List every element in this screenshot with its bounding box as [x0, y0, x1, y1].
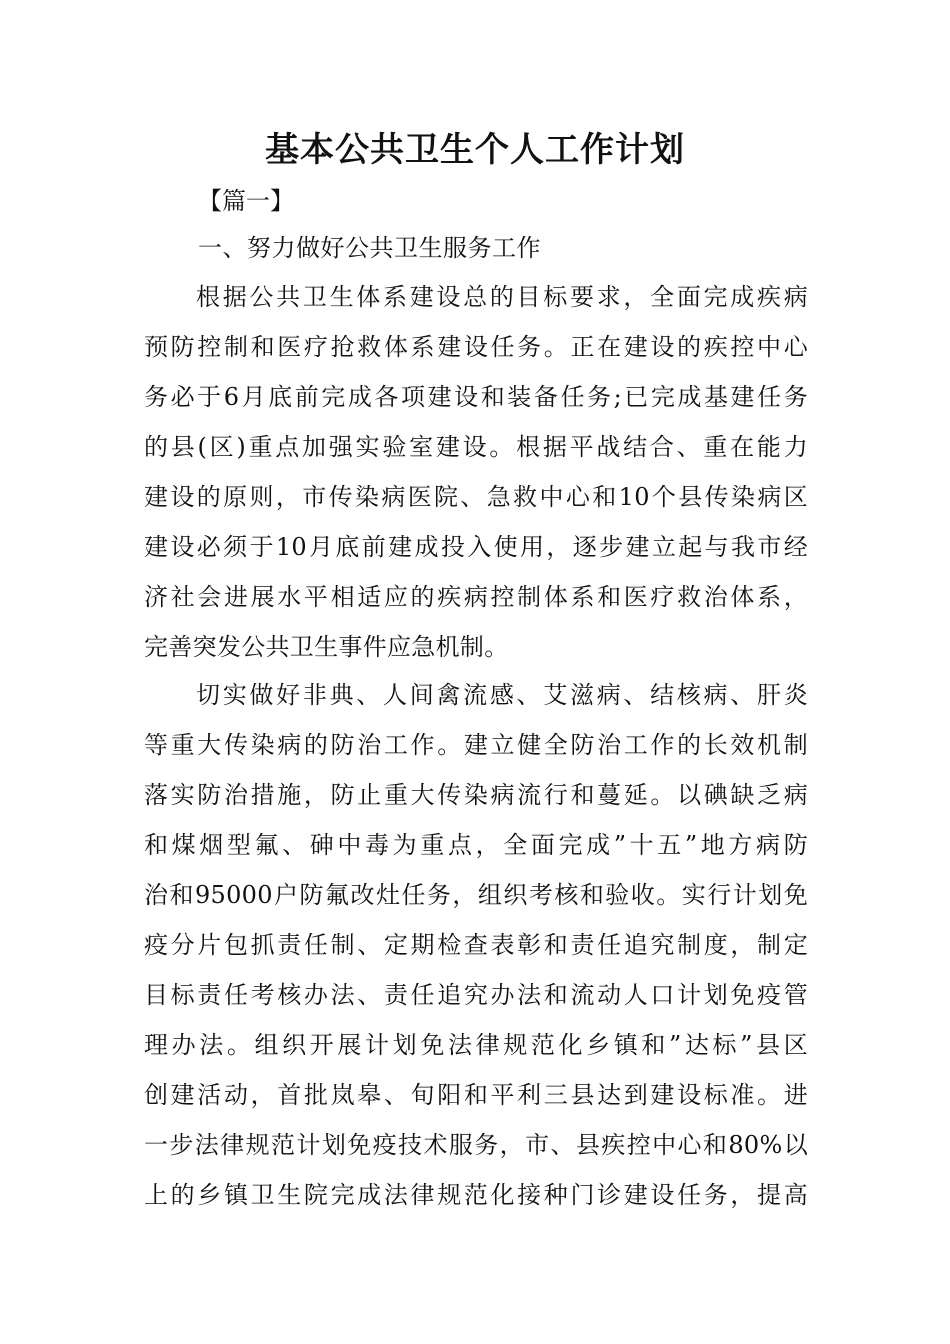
paragraph-line: 一步法律规范计划免疫技术服务，市、县疾控中心和80%以	[144, 1131, 808, 1159]
paragraph-line: 济社会进展水平相适应的疾病控制体系和医疗救治体系，	[144, 583, 808, 611]
paragraph-line: 建设的原则，市传染病医院、急救中心和10个县传染病区	[144, 483, 808, 511]
paragraph-line: 建设必须于10月底前建成投入使用，逐步建立起与我市经	[144, 533, 808, 561]
paragraph-line: 的县(区)重点加强实验室建设。根据平战结合、重在能力	[144, 433, 808, 461]
paragraph-2	[144, 670, 808, 1220]
section-label: 【篇一】	[198, 187, 294, 215]
paragraph-line: 务必于6月底前完成各项建设和装备任务;已完成基建任务	[144, 383, 808, 411]
paragraph-line: 切实做好非典、人间禽流感、艾滋病、结核病、肝炎	[196, 681, 808, 709]
paragraph-line: 创建活动，首批岚皋、旬阳和平利三县达到建设标准。进	[144, 1081, 808, 1109]
paragraph-line: 预防控制和医疗抢救体系建设任务。正在建设的疾控中心	[144, 333, 808, 361]
paragraph-1	[144, 272, 808, 672]
paragraph-line: 落实防治措施，防止重大传染病流行和蔓延。以碘缺乏病	[144, 781, 808, 809]
paragraph-line: 疫分片包抓责任制、定期检查表彰和责任追究制度，制定	[144, 931, 808, 959]
paragraph-line: 上的乡镇卫生院完成法律规范化接种门诊建设任务，提高	[144, 1181, 808, 1209]
document-title: 基本公共卫生个人工作计划	[265, 130, 685, 170]
paragraph-line: 根据公共卫生体系建设总的目标要求，全面完成疾病	[196, 283, 808, 311]
paragraph-line: 治和95000户防氟改灶任务，组织考核和验收。实行计划免	[144, 881, 808, 909]
section-heading: 一、努力做好公共卫生服务工作	[198, 234, 541, 262]
paragraph-line: 理办法。组织开展计划免法律规范化乡镇和”达标”县区	[144, 1031, 808, 1059]
paragraph-line: 完善突发公共卫生事件应急机制。	[144, 633, 509, 661]
paragraph-line: 和煤烟型氟、砷中毒为重点，全面完成”十五”地方病防	[144, 831, 808, 859]
paragraph-line: 目标责任考核办法、责任追究办法和流动人口计划免疫管	[144, 981, 808, 1009]
paragraph-line: 等重大传染病的防治工作。建立健全防治工作的长效机制	[144, 731, 808, 759]
